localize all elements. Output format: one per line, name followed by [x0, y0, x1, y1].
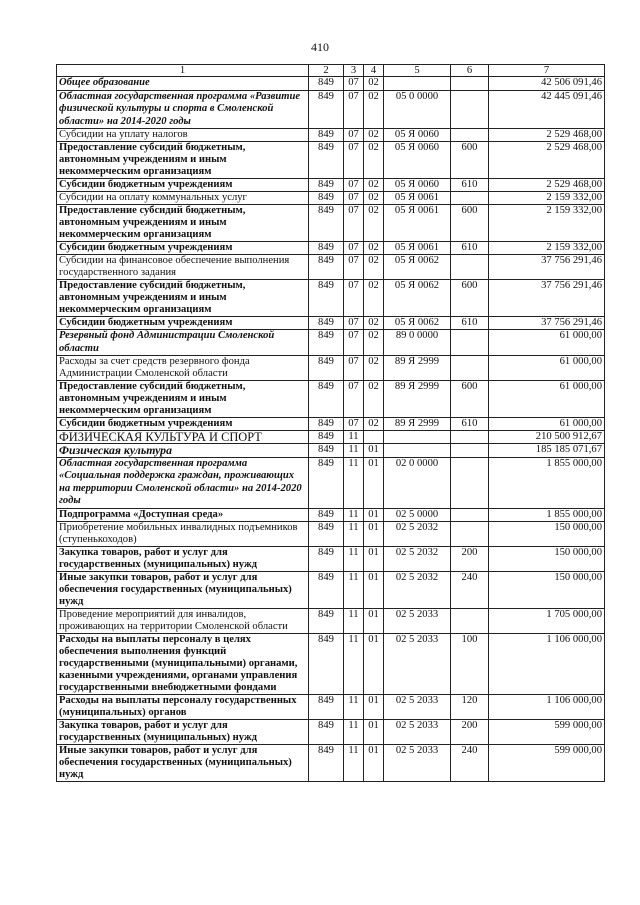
amount-cell: 210 500 912,67: [489, 431, 605, 444]
admin-code-cell: 849: [309, 280, 344, 317]
subsection-code-cell: [364, 431, 384, 444]
table-row: [57, 418, 605, 431]
amount-cell: 150 000,00: [489, 571, 605, 608]
item-name-cell: Предоставление субсидий бюджетным, автономным учреждениям и иным некоммерческим организациям: [57, 205, 309, 242]
target-item-code-cell: 89 Я 2999: [384, 356, 451, 381]
admin-code-cell: 849: [309, 444, 344, 458]
item-name-cell: Закупка товаров, работ и услуг для государственных (муниципальных) нужд: [57, 719, 309, 744]
amount-cell: 61 000,00: [489, 381, 605, 418]
item-name-cell: ФИЗИЧЕСКАЯ КУЛЬТУРА И СПОРТ: [57, 431, 309, 444]
subsection-code-cell: 02: [364, 317, 384, 330]
amount-cell: 61 000,00: [489, 330, 605, 356]
expense-type-code-cell: [451, 521, 489, 546]
subsection-code-cell: 02: [364, 418, 384, 431]
table-row: [57, 192, 605, 205]
subsection-code-cell: 01: [364, 744, 384, 781]
table-row: [57, 129, 605, 142]
table-row: [57, 744, 605, 781]
column-header-6: 6: [451, 65, 489, 77]
admin-code-cell: 849: [309, 129, 344, 142]
section-code-cell: 11: [344, 546, 364, 571]
target-item-code-cell: 02 0 0000: [384, 457, 451, 508]
section-code-cell: 07: [344, 356, 364, 381]
amount-cell: 2 529 468,00: [489, 142, 605, 179]
admin-code-cell: 849: [309, 77, 344, 91]
target-item-code-cell: 02 5 2033: [384, 744, 451, 781]
section-code-cell: 11: [344, 571, 364, 608]
table-row: [57, 457, 605, 508]
item-name-cell: Общее образование: [57, 77, 309, 91]
section-code-cell: 11: [344, 444, 364, 458]
column-header-2: 2: [309, 65, 344, 77]
target-item-code-cell: 89 Я 2999: [384, 381, 451, 418]
column-header-1: 1: [57, 65, 309, 77]
section-code-cell: 07: [344, 280, 364, 317]
target-item-code-cell: 05 Я 0061: [384, 205, 451, 242]
amount-cell: 1 106 000,00: [489, 633, 605, 694]
table-row: [57, 356, 605, 381]
section-code-cell: 07: [344, 418, 364, 431]
table-row: [57, 179, 605, 192]
item-name-cell: Расходы на выплаты персоналу в целях обеспечения выполнения функций государственными (муниципальными) органами, казенными учреждениями, органами управления государственными внебюджетными фондами: [57, 633, 309, 694]
admin-code-cell: 849: [309, 431, 344, 444]
admin-code-cell: 849: [309, 330, 344, 356]
target-item-code-cell: [384, 431, 451, 444]
section-code-cell: 07: [344, 77, 364, 91]
target-item-code-cell: 05 Я 0061: [384, 192, 451, 205]
table-row: [57, 77, 605, 91]
admin-code-cell: 849: [309, 142, 344, 179]
amount-cell: 2 159 332,00: [489, 242, 605, 255]
item-name-cell: Предоставление субсидий бюджетным, автономным учреждениям и иным некоммерческим организациям: [57, 142, 309, 179]
table-row: [57, 546, 605, 571]
subsection-code-cell: 02: [364, 205, 384, 242]
header-row: [57, 65, 605, 77]
budget-table: [56, 64, 605, 782]
expense-type-code-cell: 600: [451, 205, 489, 242]
item-name-cell: Субсидии на оплату коммунальных услуг: [57, 192, 309, 205]
admin-code-cell: 849: [309, 418, 344, 431]
table-row: [57, 317, 605, 330]
subsection-code-cell: 02: [364, 142, 384, 179]
subsection-code-cell: 01: [364, 546, 384, 571]
section-code-cell: 11: [344, 431, 364, 444]
target-item-code-cell: 02 5 2032: [384, 571, 451, 608]
expense-type-code-cell: 600: [451, 381, 489, 418]
section-code-cell: 07: [344, 242, 364, 255]
subsection-code-cell: 02: [364, 179, 384, 192]
expense-type-code-cell: 610: [451, 242, 489, 255]
section-code-cell: 11: [344, 694, 364, 719]
amount-cell: 150 000,00: [489, 521, 605, 546]
table-row: [57, 90, 605, 129]
amount-cell: 2 159 332,00: [489, 205, 605, 242]
subsection-code-cell: 02: [364, 381, 384, 418]
section-code-cell: 11: [344, 608, 364, 633]
target-item-code-cell: 05 Я 0062: [384, 255, 451, 280]
amount-cell: 2 529 468,00: [489, 129, 605, 142]
target-item-code-cell: 02 5 2033: [384, 719, 451, 744]
section-code-cell: 07: [344, 381, 364, 418]
admin-code-cell: 849: [309, 242, 344, 255]
amount-cell: 1 705 000,00: [489, 608, 605, 633]
admin-code-cell: 849: [309, 608, 344, 633]
target-item-code-cell: 02 5 2033: [384, 608, 451, 633]
table-row: [57, 280, 605, 317]
expense-type-code-cell: [451, 129, 489, 142]
section-code-cell: 07: [344, 317, 364, 330]
table-row: [57, 330, 605, 356]
expense-type-code-cell: 600: [451, 142, 489, 179]
amount-cell: 2 159 332,00: [489, 192, 605, 205]
expense-type-code-cell: [451, 255, 489, 280]
section-code-cell: 07: [344, 179, 364, 192]
subsection-code-cell: 01: [364, 571, 384, 608]
item-name-cell: Субсидии на финансовое обеспечение выполнения государственного задания: [57, 255, 309, 280]
item-name-cell: Предоставление субсидий бюджетным, автономным учреждениям и иным некоммерческим организациям: [57, 381, 309, 418]
item-name-cell: Областная государственная программа «Развитие физической культуры и спорта в Смоленской области» на 2014-2020 годы: [57, 90, 309, 129]
expense-type-code-cell: 200: [451, 546, 489, 571]
target-item-code-cell: 02 5 2032: [384, 521, 451, 546]
expense-type-code-cell: 610: [451, 418, 489, 431]
amount-cell: 1 855 000,00: [489, 457, 605, 508]
admin-code-cell: 849: [309, 192, 344, 205]
table-row: [57, 242, 605, 255]
amount-cell: 1 106 000,00: [489, 694, 605, 719]
table-row: [57, 633, 605, 694]
admin-code-cell: 849: [309, 356, 344, 381]
target-item-code-cell: 05 Я 0060: [384, 142, 451, 179]
admin-code-cell: 849: [309, 571, 344, 608]
item-name-cell: Предоставление субсидий бюджетным, автономным учреждениям и иным некоммерческим организациям: [57, 280, 309, 317]
admin-code-cell: 849: [309, 381, 344, 418]
admin-code-cell: 849: [309, 317, 344, 330]
column-header-7: 7: [489, 65, 605, 77]
section-code-cell: 11: [344, 633, 364, 694]
table-row: [57, 444, 605, 458]
subsection-code-cell: 02: [364, 129, 384, 142]
amount-cell: 599 000,00: [489, 744, 605, 781]
section-code-cell: 11: [344, 744, 364, 781]
amount-cell: 599 000,00: [489, 719, 605, 744]
expense-type-code-cell: [451, 330, 489, 356]
subsection-code-cell: 02: [364, 255, 384, 280]
amount-cell: 37 756 291,46: [489, 255, 605, 280]
target-item-code-cell: 05 Я 0062: [384, 280, 451, 317]
target-item-code-cell: 05 0 0000: [384, 90, 451, 129]
column-header-3: 3: [344, 65, 364, 77]
table-row: [57, 205, 605, 242]
table-row: [57, 142, 605, 179]
expense-type-code-cell: 100: [451, 633, 489, 694]
admin-code-cell: 849: [309, 521, 344, 546]
table-row: [57, 608, 605, 633]
subsection-code-cell: 02: [364, 192, 384, 205]
item-name-cell: Приобретение мобильных инвалидных подъемников (ступенькоходов): [57, 521, 309, 546]
section-code-cell: 07: [344, 192, 364, 205]
column-header-4: 4: [364, 65, 384, 77]
subsection-code-cell: 02: [364, 356, 384, 381]
target-item-code-cell: 02 5 2032: [384, 546, 451, 571]
subsection-code-cell: 01: [364, 694, 384, 719]
amount-cell: 37 756 291,46: [489, 280, 605, 317]
subsection-code-cell: 01: [364, 508, 384, 521]
target-item-code-cell: 05 Я 0060: [384, 129, 451, 142]
item-name-cell: Субсидии бюджетным учреждениям: [57, 242, 309, 255]
section-code-cell: 07: [344, 255, 364, 280]
target-item-code-cell: [384, 77, 451, 91]
item-name-cell: Субсидии на уплату налогов: [57, 129, 309, 142]
admin-code-cell: 849: [309, 255, 344, 280]
table-row: [57, 571, 605, 608]
expense-type-code-cell: [451, 90, 489, 129]
admin-code-cell: 849: [309, 90, 344, 129]
amount-cell: 185 185 071,67: [489, 444, 605, 458]
item-name-cell: Физическая культура: [57, 444, 309, 458]
table-row: [57, 431, 605, 444]
target-item-code-cell: 89 0 0000: [384, 330, 451, 356]
expense-type-code-cell: [451, 77, 489, 91]
expense-type-code-cell: 610: [451, 179, 489, 192]
item-name-cell: Областная государственная программа «Социальная поддержка граждан, проживающих на территории Смоленской области» на 2014-2020 годы: [57, 457, 309, 508]
section-code-cell: 07: [344, 90, 364, 129]
amount-cell: 42 445 091,46: [489, 90, 605, 129]
admin-code-cell: 849: [309, 205, 344, 242]
expense-type-code-cell: [451, 457, 489, 508]
section-code-cell: 07: [344, 205, 364, 242]
item-name-cell: Расходы на выплаты персоналу государственных (муниципальных) органов: [57, 694, 309, 719]
item-name-cell: Субсидии бюджетным учреждениям: [57, 317, 309, 330]
amount-cell: 61 000,00: [489, 356, 605, 381]
section-code-cell: 11: [344, 508, 364, 521]
subsection-code-cell: 02: [364, 90, 384, 129]
amount-cell: 1 855 000,00: [489, 508, 605, 521]
expense-type-code-cell: 240: [451, 571, 489, 608]
page-number: 410: [311, 40, 329, 54]
item-name-cell: Иные закупки товаров, работ и услуг для обеспечения государственных (муниципальных) нужд: [57, 744, 309, 781]
expense-type-code-cell: [451, 356, 489, 381]
item-name-cell: Проведение мероприятий для инвалидов, проживающих на территории Смоленской области: [57, 608, 309, 633]
target-item-code-cell: [384, 444, 451, 458]
table-row: [57, 521, 605, 546]
section-code-cell: 07: [344, 129, 364, 142]
expense-type-code-cell: [451, 431, 489, 444]
admin-code-cell: 849: [309, 546, 344, 571]
target-item-code-cell: 89 Я 2999: [384, 418, 451, 431]
admin-code-cell: 849: [309, 633, 344, 694]
expense-type-code-cell: 600: [451, 280, 489, 317]
expense-type-code-cell: 610: [451, 317, 489, 330]
table-row: [57, 381, 605, 418]
item-name-cell: Закупка товаров, работ и услуг для государственных (муниципальных) нужд: [57, 546, 309, 571]
subsection-code-cell: 01: [364, 608, 384, 633]
admin-code-cell: 849: [309, 508, 344, 521]
expense-type-code-cell: [451, 192, 489, 205]
subsection-code-cell: 01: [364, 444, 384, 458]
section-code-cell: 07: [344, 330, 364, 356]
target-item-code-cell: 05 Я 0062: [384, 317, 451, 330]
subsection-code-cell: 01: [364, 719, 384, 744]
target-item-code-cell: 05 Я 0061: [384, 242, 451, 255]
section-code-cell: 11: [344, 719, 364, 744]
target-item-code-cell: 02 5 2033: [384, 633, 451, 694]
item-name-cell: Расходы за счет средств резервного фонда Администрации Смоленской области: [57, 356, 309, 381]
amount-cell: 61 000,00: [489, 418, 605, 431]
table-row: [57, 255, 605, 280]
item-name-cell: Резервный фонд Администрации Смоленской области: [57, 330, 309, 356]
subsection-code-cell: 01: [364, 521, 384, 546]
subsection-code-cell: 02: [364, 242, 384, 255]
admin-code-cell: 849: [309, 744, 344, 781]
amount-cell: 42 506 091,46: [489, 77, 605, 91]
admin-code-cell: 849: [309, 457, 344, 508]
section-code-cell: 11: [344, 521, 364, 546]
table-row: [57, 719, 605, 744]
expense-type-code-cell: 240: [451, 744, 489, 781]
table-row: [57, 694, 605, 719]
admin-code-cell: 849: [309, 179, 344, 192]
item-name-cell: Иные закупки товаров, работ и услуг для обеспечения государственных (муниципальных) нужд: [57, 571, 309, 608]
table-row: [57, 508, 605, 521]
expense-type-code-cell: 200: [451, 719, 489, 744]
subsection-code-cell: 02: [364, 77, 384, 91]
subsection-code-cell: 02: [364, 280, 384, 317]
expense-type-code-cell: [451, 608, 489, 633]
table-body: [57, 77, 605, 782]
item-name-cell: Субсидии бюджетным учреждениям: [57, 418, 309, 431]
expense-type-code-cell: [451, 444, 489, 458]
column-header-5: 5: [384, 65, 451, 77]
admin-code-cell: 849: [309, 694, 344, 719]
amount-cell: 150 000,00: [489, 546, 605, 571]
expense-type-code-cell: 120: [451, 694, 489, 719]
amount-cell: 2 529 468,00: [489, 179, 605, 192]
target-item-code-cell: 02 5 0000: [384, 508, 451, 521]
expense-type-code-cell: [451, 508, 489, 521]
target-item-code-cell: 05 Я 0060: [384, 179, 451, 192]
item-name-cell: Субсидии бюджетным учреждениям: [57, 179, 309, 192]
subsection-code-cell: 01: [364, 457, 384, 508]
item-name-cell: Подпрограмма «Доступная среда»: [57, 508, 309, 521]
target-item-code-cell: 02 5 2033: [384, 694, 451, 719]
admin-code-cell: 849: [309, 719, 344, 744]
subsection-code-cell: 02: [364, 330, 384, 356]
subsection-code-cell: 01: [364, 633, 384, 694]
section-code-cell: 11: [344, 457, 364, 508]
amount-cell: 37 756 291,46: [489, 317, 605, 330]
section-code-cell: 07: [344, 142, 364, 179]
